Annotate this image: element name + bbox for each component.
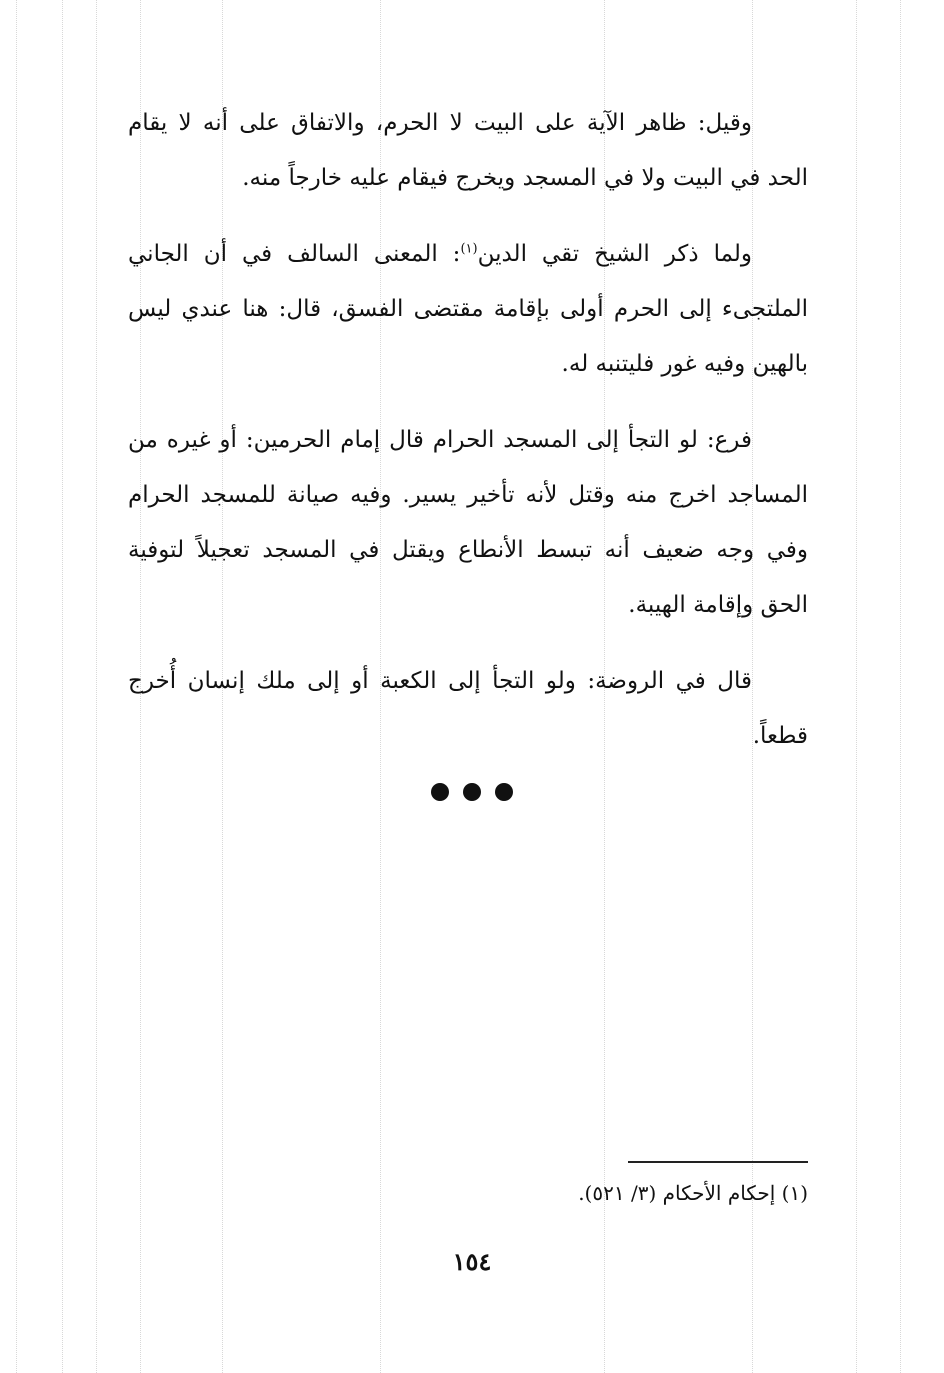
paragraph: قال في الروضة: ولو التجأ إلى الكعبة أو إلى ملك إنسان أُخرج قطعاً. [128, 668, 808, 749]
paragraph: فرع: لو التجأ إلى المسجد الحرام قال إمام الحرمين: أو غيره من المساجد اخرج منه وقتل لأنه تأخير يسير. وفيه صيانة للمسجد الحرام وفي وجه ضعيف أنه تبسط الأنطاع ويقتل في المسجد تعجيلاً لتوفية الحق وإقامة الهيبة. [128, 427, 808, 618]
grid-line [62, 0, 63, 1373]
page-body [128, 96, 808, 785]
section-divider [0, 783, 944, 801]
footnote: (١) إحكام الأحكام (٣/ ٥٢١). [578, 1181, 808, 1205]
grid-line [96, 0, 97, 1373]
grid-line [16, 0, 17, 1373]
paragraph [128, 227, 808, 392]
paragraph: وقيل: ظاهر الآية على البيت لا الحرم، والاتفاق على أنه لا يقام الحد في البيت ولا في المسجد ويخرج فيقام عليه خارجاً منه. [128, 110, 808, 191]
grid-line [900, 0, 901, 1373]
divider-dot [431, 783, 449, 801]
paragraph-text: ولما ذكر الشيخ تقي الدين [477, 241, 752, 267]
grid-line [856, 0, 857, 1373]
page-number: ١٥٤ [452, 1247, 492, 1276]
divider-dot [463, 783, 481, 801]
footnote-marker: (١) [460, 241, 478, 257]
divider-dot [495, 783, 513, 801]
paragraph-text: : المعنى السالف في أن الجاني الملتجىء إلى الحرم أولى بإقامة مقتضى الفسق، قال: هنا عندي ليس بالهين وفيه غور فليتنبه له. [128, 241, 808, 377]
footnote-rule [628, 1161, 808, 1163]
